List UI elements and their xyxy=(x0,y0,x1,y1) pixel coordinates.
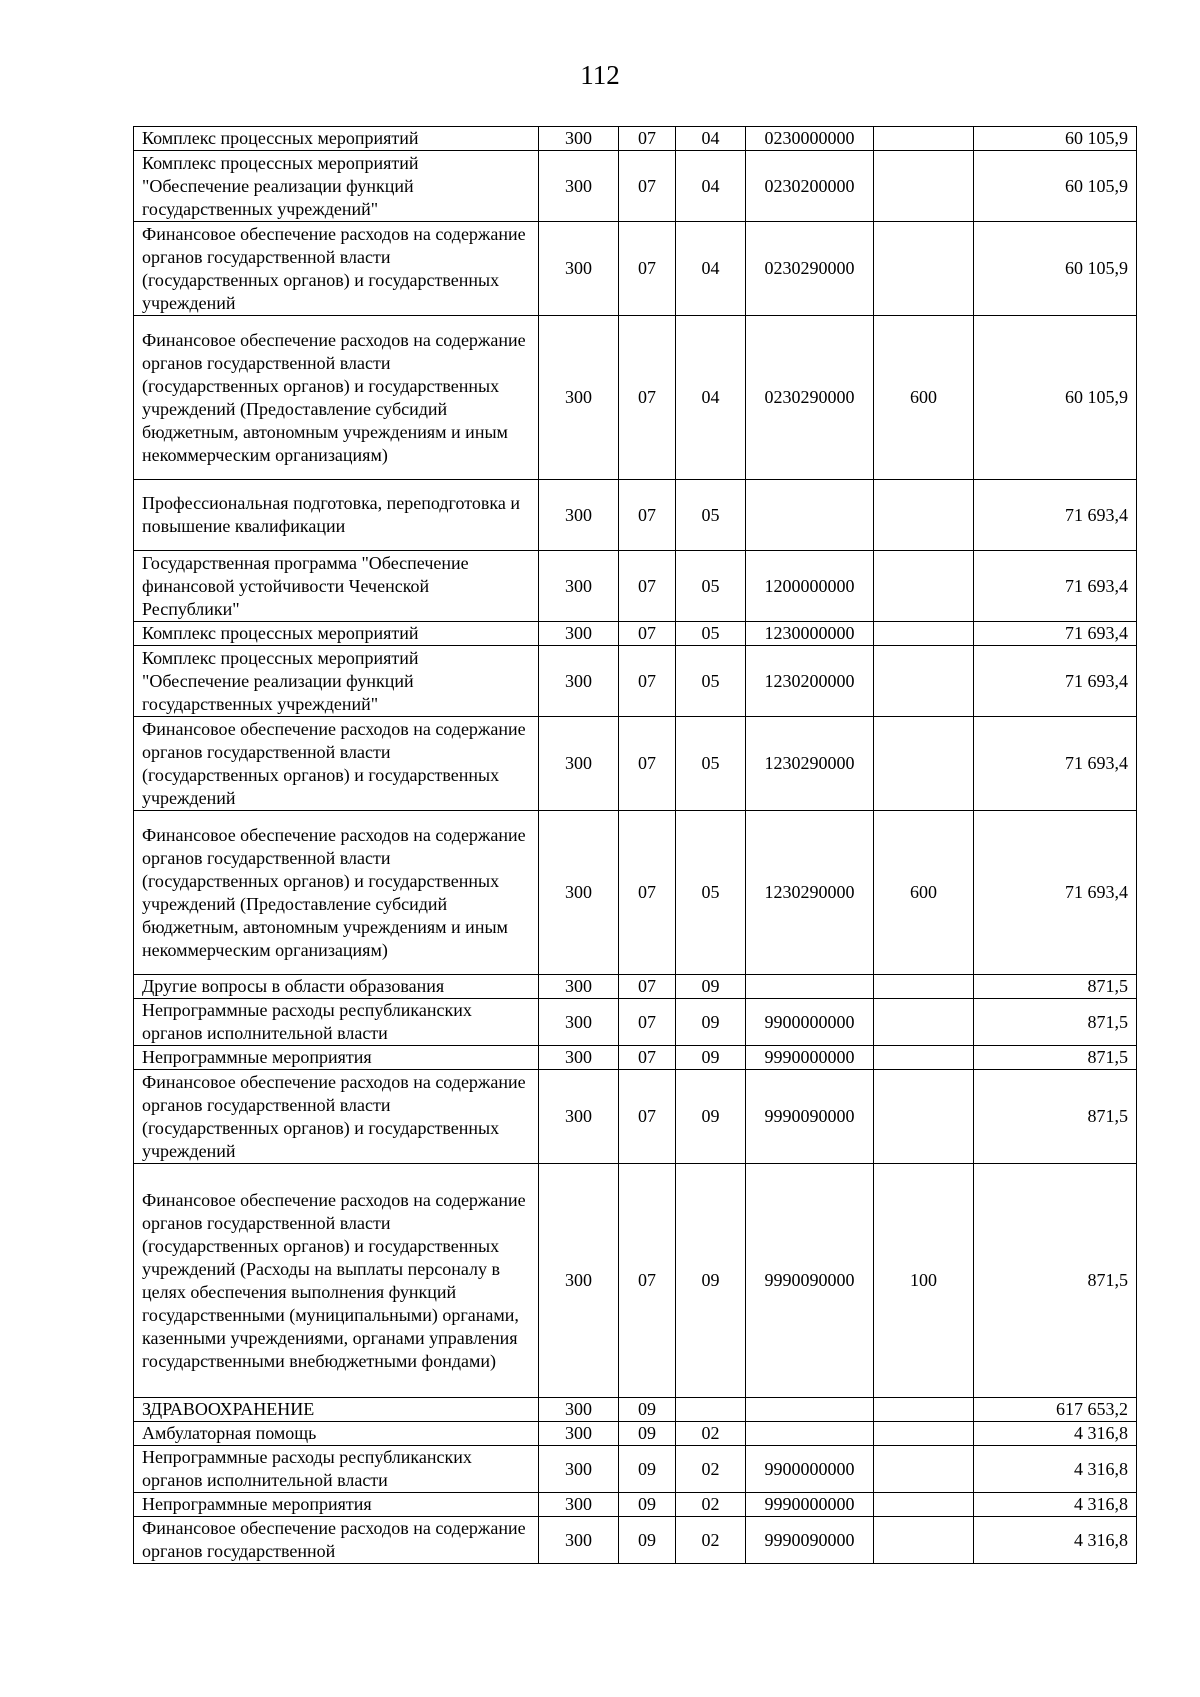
row-name: Непрограммные мероприятия xyxy=(134,1493,539,1517)
row-subsection: 09 xyxy=(676,975,746,999)
table-row xyxy=(134,646,1137,717)
row-section: 07 xyxy=(619,551,676,622)
row-section: 09 xyxy=(619,1517,676,1564)
row-expense-type xyxy=(874,717,974,811)
row-expense-type xyxy=(874,480,974,551)
row-grbs: 300 xyxy=(539,975,619,999)
row-expense-type xyxy=(874,222,974,316)
row-grbs: 300 xyxy=(539,1493,619,1517)
row-subsection: 09 xyxy=(676,1070,746,1164)
row-grbs: 300 xyxy=(539,811,619,975)
row-grbs: 300 xyxy=(539,316,619,480)
row-amount: 871,5 xyxy=(974,1046,1137,1070)
row-grbs: 300 xyxy=(539,999,619,1046)
row-grbs: 300 xyxy=(539,127,619,151)
row-name: Непрограммные мероприятия xyxy=(134,1046,539,1070)
row-subsection: 02 xyxy=(676,1422,746,1446)
row-expense-type xyxy=(874,646,974,717)
row-subsection: 09 xyxy=(676,999,746,1046)
row-subsection: 04 xyxy=(676,316,746,480)
row-subsection: 05 xyxy=(676,811,746,975)
row-section: 09 xyxy=(619,1398,676,1422)
row-target-code: 0230200000 xyxy=(746,151,874,222)
row-target-code: 1200000000 xyxy=(746,551,874,622)
budget-table xyxy=(133,126,1137,1564)
row-section: 07 xyxy=(619,811,676,975)
row-expense-type: 100 xyxy=(874,1164,974,1398)
row-amount: 71 693,4 xyxy=(974,480,1137,551)
row-expense-type xyxy=(874,999,974,1046)
row-subsection: 05 xyxy=(676,622,746,646)
row-grbs: 300 xyxy=(539,1398,619,1422)
row-target-code: 1230200000 xyxy=(746,646,874,717)
row-grbs: 300 xyxy=(539,646,619,717)
row-amount: 4 316,8 xyxy=(974,1446,1137,1493)
row-grbs: 300 xyxy=(539,1422,619,1446)
table-row xyxy=(134,1517,1137,1564)
row-section: 07 xyxy=(619,151,676,222)
row-expense-type xyxy=(874,975,974,999)
row-section: 07 xyxy=(619,1164,676,1398)
row-amount: 871,5 xyxy=(974,975,1137,999)
row-expense-type xyxy=(874,1070,974,1164)
row-grbs: 300 xyxy=(539,1046,619,1070)
row-section: 07 xyxy=(619,316,676,480)
row-target-code: 0230000000 xyxy=(746,127,874,151)
table-row xyxy=(134,622,1137,646)
row-section: 07 xyxy=(619,1046,676,1070)
row-amount: 60 105,9 xyxy=(974,222,1137,316)
table-row xyxy=(134,1446,1137,1493)
row-subsection: 05 xyxy=(676,480,746,551)
row-amount: 71 693,4 xyxy=(974,811,1137,975)
row-section: 07 xyxy=(619,1070,676,1164)
row-amount: 4 316,8 xyxy=(974,1493,1137,1517)
row-expense-type xyxy=(874,127,974,151)
row-subsection: 02 xyxy=(676,1446,746,1493)
row-expense-type xyxy=(874,1446,974,1493)
row-expense-type xyxy=(874,1398,974,1422)
row-subsection: 02 xyxy=(676,1517,746,1564)
row-section: 09 xyxy=(619,1422,676,1446)
table-row xyxy=(134,316,1137,480)
row-grbs: 300 xyxy=(539,480,619,551)
row-section: 07 xyxy=(619,975,676,999)
table-row xyxy=(134,1070,1137,1164)
row-target-code: 9900000000 xyxy=(746,999,874,1046)
row-target-code: 9990090000 xyxy=(746,1164,874,1398)
row-grbs: 300 xyxy=(539,551,619,622)
table-row xyxy=(134,811,1137,975)
row-grbs: 300 xyxy=(539,222,619,316)
table-body xyxy=(134,127,1137,1564)
row-section: 07 xyxy=(619,622,676,646)
row-subsection: 04 xyxy=(676,151,746,222)
table-row xyxy=(134,1398,1137,1422)
table-row xyxy=(134,127,1137,151)
table-row xyxy=(134,480,1137,551)
row-target-code: 1230000000 xyxy=(746,622,874,646)
row-target-code: 1230290000 xyxy=(746,811,874,975)
table-row xyxy=(134,1422,1137,1446)
row-name: Финансовое обеспечение расходов на содержание органов государственной власти (государственных органов) и государственных учреждений xyxy=(134,222,539,316)
row-target-code xyxy=(746,975,874,999)
table-row xyxy=(134,975,1137,999)
row-subsection: 04 xyxy=(676,222,746,316)
row-expense-type xyxy=(874,551,974,622)
row-name: Финансовое обеспечение расходов на содержание органов государственной власти (государственных органов) и государственных учреждений xyxy=(134,717,539,811)
row-name: Профессиональная подготовка, переподготовка и повышение квалификации xyxy=(134,480,539,551)
row-name: Финансовое обеспечение расходов на содержание органов государственной власти (государственных органов) и государственных учреждений (Расходы на выплаты персоналу в целях обеспечения выполнения функций государственными (муниципальными) органами, казенными учреждениями, органами управления государственными внебюджетными фондами) xyxy=(134,1164,539,1398)
row-grbs: 300 xyxy=(539,1517,619,1564)
row-expense-type xyxy=(874,622,974,646)
row-expense-type xyxy=(874,151,974,222)
row-target-code xyxy=(746,1398,874,1422)
row-amount: 617 653,2 xyxy=(974,1398,1137,1422)
table-row xyxy=(134,1493,1137,1517)
row-amount: 71 693,4 xyxy=(974,551,1137,622)
row-amount: 871,5 xyxy=(974,999,1137,1046)
row-expense-type xyxy=(874,1517,974,1564)
row-subsection: 05 xyxy=(676,717,746,811)
table-row xyxy=(134,151,1137,222)
row-subsection: 09 xyxy=(676,1164,746,1398)
row-subsection: 09 xyxy=(676,1046,746,1070)
row-name: Комплекс процессных мероприятий "Обеспечение реализации функций государственных учреждений" xyxy=(134,646,539,717)
row-target-code: 0230290000 xyxy=(746,316,874,480)
row-grbs: 300 xyxy=(539,1446,619,1493)
row-target-code: 1230290000 xyxy=(746,717,874,811)
row-amount: 871,5 xyxy=(974,1164,1137,1398)
row-target-code: 9990090000 xyxy=(746,1070,874,1164)
row-amount: 60 105,9 xyxy=(974,151,1137,222)
row-amount: 71 693,4 xyxy=(974,717,1137,811)
row-target-code: 9900000000 xyxy=(746,1446,874,1493)
row-section: 07 xyxy=(619,480,676,551)
row-target-code: 9990090000 xyxy=(746,1517,874,1564)
row-name: Непрограммные расходы республиканских органов исполнительной власти xyxy=(134,1446,539,1493)
row-name: Финансовое обеспечение расходов на содержание органов государственной власти (государственных органов) и государственных учреждений (Предоставление субсидий бюджетным, автономным учреждениям и иным некоммерческим организациям) xyxy=(134,316,539,480)
row-name: Государственная программа "Обеспечение финансовой устойчивости Чеченской Республики" xyxy=(134,551,539,622)
row-subsection: 05 xyxy=(676,551,746,622)
row-amount: 4 316,8 xyxy=(974,1422,1137,1446)
page-number: 112 xyxy=(580,60,620,90)
row-amount: 60 105,9 xyxy=(974,316,1137,480)
row-subsection: 04 xyxy=(676,127,746,151)
row-target-code xyxy=(746,480,874,551)
row-name: Финансовое обеспечение расходов на содержание органов государственной власти (государственных органов) и государственных учреждений xyxy=(134,1070,539,1164)
row-section: 07 xyxy=(619,999,676,1046)
table-row xyxy=(134,1164,1137,1398)
row-target-code xyxy=(746,1422,874,1446)
row-amount: 71 693,4 xyxy=(974,622,1137,646)
row-expense-type xyxy=(874,1046,974,1070)
row-target-code: 9990000000 xyxy=(746,1046,874,1070)
row-section: 07 xyxy=(619,717,676,811)
row-target-code: 9990000000 xyxy=(746,1493,874,1517)
row-expense-type xyxy=(874,1493,974,1517)
row-target-code: 0230290000 xyxy=(746,222,874,316)
row-subsection: 02 xyxy=(676,1493,746,1517)
row-section: 09 xyxy=(619,1493,676,1517)
row-subsection xyxy=(676,1398,746,1422)
row-amount: 60 105,9 xyxy=(974,127,1137,151)
row-grbs: 300 xyxy=(539,1070,619,1164)
row-grbs: 300 xyxy=(539,1164,619,1398)
row-expense-type: 600 xyxy=(874,811,974,975)
row-name: Комплекс процессных мероприятий "Обеспечение реализации функций государственных учреждений" xyxy=(134,151,539,222)
row-amount: 4 316,8 xyxy=(974,1517,1137,1564)
row-amount: 871,5 xyxy=(974,1070,1137,1164)
table-row xyxy=(134,717,1137,811)
row-subsection: 05 xyxy=(676,646,746,717)
table-row xyxy=(134,1046,1137,1070)
table-row xyxy=(134,999,1137,1046)
row-amount: 71 693,4 xyxy=(974,646,1137,717)
row-name: Финансовое обеспечение расходов на содержание органов государственной власти (государственных органов) и государственных учреждений (Предоставление субсидий бюджетным, автономным учреждениям и иным некоммерческим организациям) xyxy=(134,811,539,975)
row-grbs: 300 xyxy=(539,622,619,646)
table-row xyxy=(134,222,1137,316)
row-section: 09 xyxy=(619,1446,676,1493)
row-section: 07 xyxy=(619,646,676,717)
row-expense-type: 600 xyxy=(874,316,974,480)
table-row xyxy=(134,551,1137,622)
row-name: Комплекс процессных мероприятий xyxy=(134,127,539,151)
row-name: Финансовое обеспечение расходов на содержание органов государственной xyxy=(134,1517,539,1564)
row-name: Комплекс процессных мероприятий xyxy=(134,622,539,646)
row-section: 07 xyxy=(619,127,676,151)
row-name: Амбулаторная помощь xyxy=(134,1422,539,1446)
row-name: Другие вопросы в области образования xyxy=(134,975,539,999)
row-name: Непрограммные расходы республиканских органов исполнительной власти xyxy=(134,999,539,1046)
row-expense-type xyxy=(874,1422,974,1446)
row-name: ЗДРАВООХРАНЕНИЕ xyxy=(134,1398,539,1422)
row-grbs: 300 xyxy=(539,717,619,811)
row-grbs: 300 xyxy=(539,151,619,222)
row-section: 07 xyxy=(619,222,676,316)
